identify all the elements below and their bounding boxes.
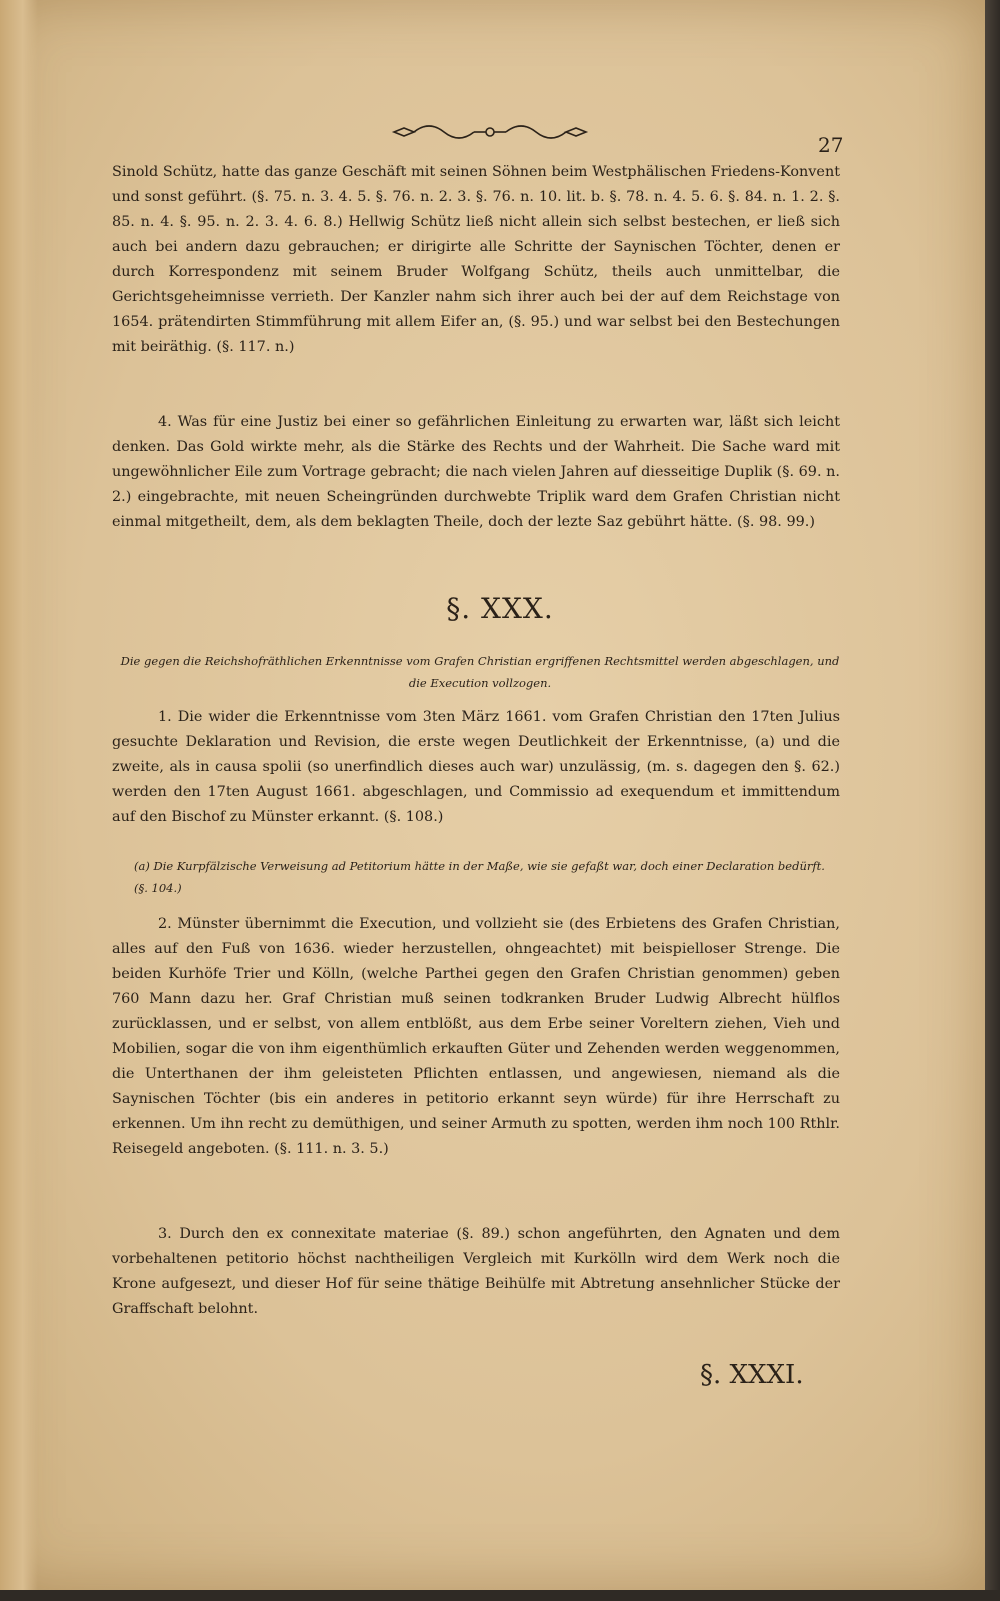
next-section-title: §. XXXI. (700, 1360, 804, 1390)
paragraph-4-text: 4. Was für eine Justiz bei einer so gefährlichen Einleitung zu erwarten war, läßt sich leicht denken. Das Gold wirkte mehr, als die Stärke des Rechts und der Wahrheit. Die Sache ward mit ungewöhnlicher Eile zum Vortrage gebracht; die nach vielen Jahren auf diesseitige Duplik (§. 69. n. 2.) eingebrachte, mit neuen Scheingründen durchwebte Triplik ward dem Grafen Christian nicht einmal mitgetheilt, dem, als dem beklagten Theile, doch der lezte Saz gebührt hätte. (§. 98. 99.) (112, 414, 840, 530)
page-gutter (0, 0, 38, 1590)
paragraph-1-text: 1. Die wider die Erkenntnisse vom 3ten März 1661. vom Grafen Christian den 17ten Julius gesuchte Deklaration und Revision, die erste wegen Deutlichkeit der Erkenntnisse, (a) und die zweite, als in causa spolii (so unerfindlich dieses auch war) unzulässig, (m. s. dagegen den §. 62.) werden den 17ten August 1661. abgeschlagen, und Commissio ad exequendum et immittendum auf den Bischof zu Münster erkannt. (§. 108.) (112, 709, 840, 825)
paragraph-4 (112, 410, 840, 535)
book-edge-bottom (0, 1590, 1000, 1601)
paragraph-1 (112, 705, 840, 830)
section-title: §. XXX. (446, 592, 554, 625)
paragraph-intro-text: Sinold Schütz, hatte das ganze Geschäft mit seinen Söhnen beim Westphälischen Friedens-Konvent und sonst geführt. (§. 75. n. 3. 4. 5. §. 76. n. 2. 3. §. 76. n. 10. lit. b. §. 78. n. 4. 5. 6. §. 84. n. 1. 2. §. 85. n. 4. §. 95. n. 2. 3. 4. 6. 8.) Hellwig Schütz ließ nicht allein sich selbst bestechen, er ließ sich auch bei andern dazu gebrauchen; er dirigirte alle Schritte der Saynischen Töchter, denen er durch Korrespondenz mit seinem Bruder Wolfgang Schütz, theils auch unmittelbar, die Gerichtsgeheimnisse verrieth. Der Kanzler nahm sich ihrer auch bei der auf dem Reichstage von 1654. prätendirten Stimmführung mit allem Eifer an, (§. 95.) und war selbst bei den Bestechungen mit beiräthig. (§. 117. n.) (112, 164, 840, 355)
paragraph-3 (112, 1222, 840, 1322)
paragraph-2-text: 2. Münster übernimmt die Execution, und vollzieht sie (des Erbietens des Grafen Christian, alles auf den Fuß von 1636. wieder herzustellen, ohngeachtet) mit beispielloser Strenge. Die beiden Kurhöfe Trier und Kölln, (welche Parthei gegen den Grafen Christian genommen) geben 760 Mann dazu her. Graf Christian muß seinen todkranken Bruder Ludwig Albrecht hülflos zurücklassen, und er selbst, von allem entblößt, aus dem Erbe seiner Voreltern ziehen, Vieh und Mobilien, sogar die von ihm eigenthümlich erkauften Güter und Zehenden werden weggenommen, die Unterthanen der ihm geleisteten Pflichten entlassen, und angewiesen, niemand als die Saynischen Töchter (bis ein anderes in petitorio erkannt seyn würde) für ihre Herrschaft zu erkennen. Um ihn recht zu demüthigen, und seiner Armuth zu spotten, werden ihm noch 100 Rthlr. Reisegeld angeboten. (§. 111. n. 3. 5.) (112, 916, 840, 1157)
paragraph-2 (112, 912, 840, 1162)
page-number: 27 (818, 133, 844, 157)
footnote-a: (a) Die Kurpfälzische Verweisung ad Petitorium hätte in der Maße, wie sie gefaßt war, doch einer Declaration bedürft. (§. 104.) (134, 859, 825, 895)
paragraph-3-text: 3. Durch den ex connexitate materiae (§. 89.) schon angeführten, den Agnaten und dem vorbehaltenen petitorio höchst nachtheiligen Vergleich mit Kurkölln wird dem Werk noch die Krone aufgesezt, und dieser Hof für seine thätige Beihülfe mit Abtretung ansehnlicher Stücke der Graffschaft belohnt. (112, 1226, 840, 1317)
section-subtitle: Die gegen die Reichshofräthlichen Erkenntnisse vom Grafen Christian ergriffenen Rechtsmittel werden abgeschlagen, und die Execution vollzogen. (120, 654, 840, 690)
ornament-icon (390, 122, 590, 142)
book-edge-right (985, 0, 1000, 1601)
paragraph-intro (112, 160, 840, 360)
